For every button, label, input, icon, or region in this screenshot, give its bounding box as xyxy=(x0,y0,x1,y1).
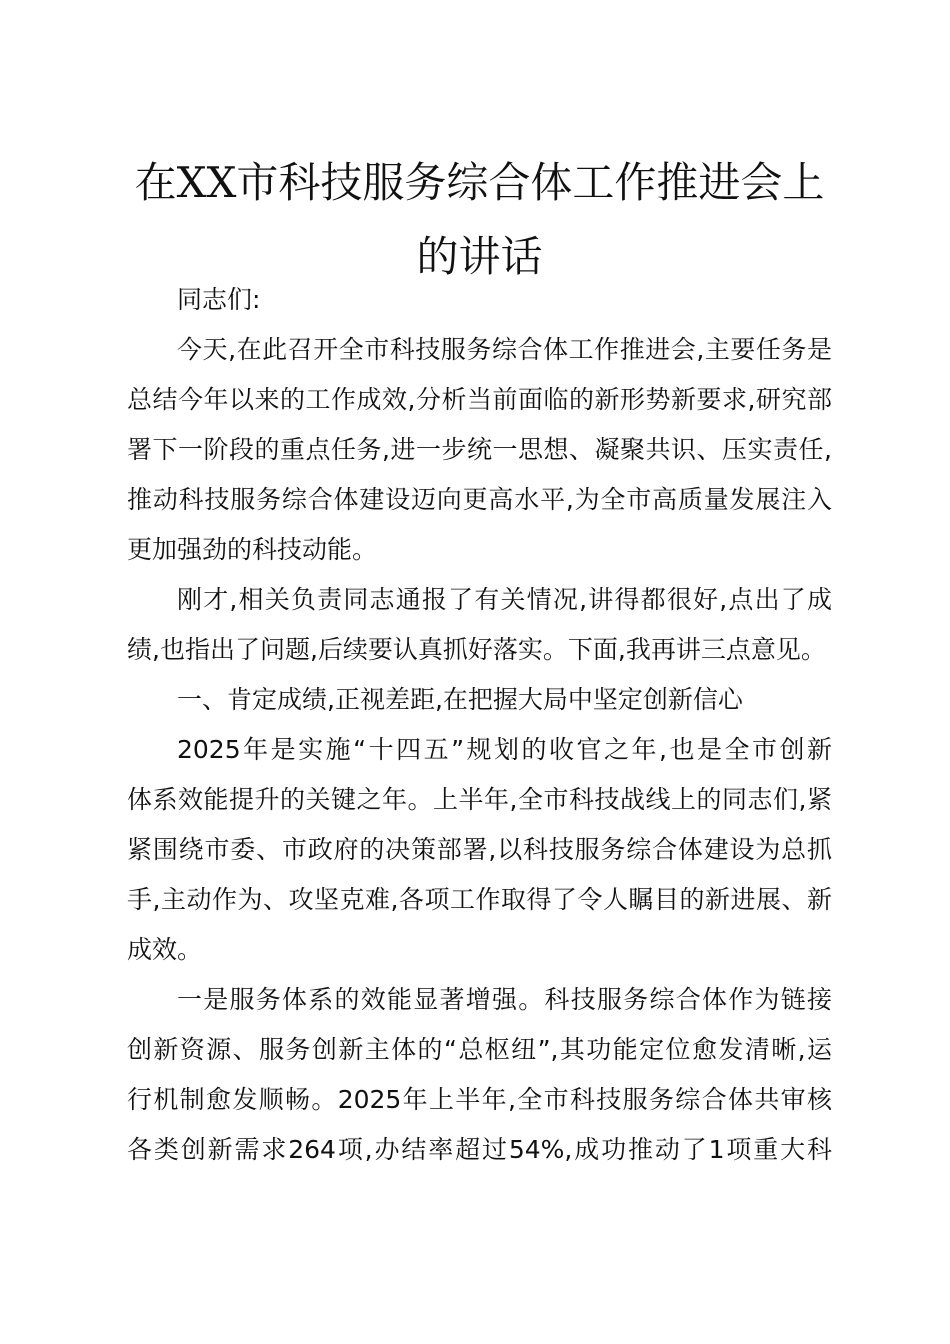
text-line: 刚才,相关负责同志通报了有关情况,讲得都很好,点出了成 xyxy=(177,585,832,614)
document-body xyxy=(127,275,832,1175)
paragraph xyxy=(127,325,832,575)
paragraph xyxy=(127,575,832,675)
text-line: 紧围绕市委、市政府的决策部署,以科技服务综合体建设为总抓 xyxy=(127,835,832,864)
text-line: 一是服务体系的效能显著增强。科技服务综合体作为链接 xyxy=(177,985,832,1014)
text-line: 署下一阶段的重点任务,进一步统一思想、凝聚共识、压实责任, xyxy=(127,435,832,464)
section-heading xyxy=(127,675,832,725)
text-line: 体系效能提升的关键之年。上半年,全市科技战线上的同志们,紧 xyxy=(127,785,832,814)
text-line: 绩,也指出了问题,后续要认真抓好落实。下面,我再讲三点意见。 xyxy=(127,635,826,664)
salutation: 同志们: xyxy=(177,285,261,314)
text-line: 成效。 xyxy=(127,935,203,964)
title-line: 在XX市科技服务综合体工作推进会上 xyxy=(134,158,825,207)
text-line: 手,主动作为、攻坚克难,各项工作取得了令人瞩目的新进展、新 xyxy=(127,885,832,914)
text-line: 今天,在此召开全市科技服务综合体工作推进会,主要任务是 xyxy=(177,335,832,364)
document-title xyxy=(127,146,832,294)
text-line: 推动科技服务综合体建设迈向更高水平,为全市高质量发展注入 xyxy=(127,485,832,514)
text-line: 总结今年以来的工作成效,分析当前面临的新形势新要求,研究部 xyxy=(127,385,832,414)
paragraph xyxy=(127,725,832,975)
title-line: 的讲话 xyxy=(416,232,543,281)
text-line: 2025年是实施“十四五”规划的收官之年,也是全市创新 xyxy=(177,735,832,764)
text-line: 各类创新需求264项,办结率超过54%,成功推动了1项重大科 xyxy=(127,1135,832,1164)
text-line: 一、肯定成绩,正视差距,在把握大局中坚定创新信心 xyxy=(177,685,743,714)
text-line: 行机制愈发顺畅。2025年上半年,全市科技服务综合体共审核 xyxy=(127,1085,832,1114)
text-line: 更加强劲的科技动能。 xyxy=(127,535,378,564)
paragraph xyxy=(127,975,832,1175)
text-line: 创新资源、服务创新主体的“总枢纽”,其功能定位愈发清晰,运 xyxy=(127,1035,832,1064)
